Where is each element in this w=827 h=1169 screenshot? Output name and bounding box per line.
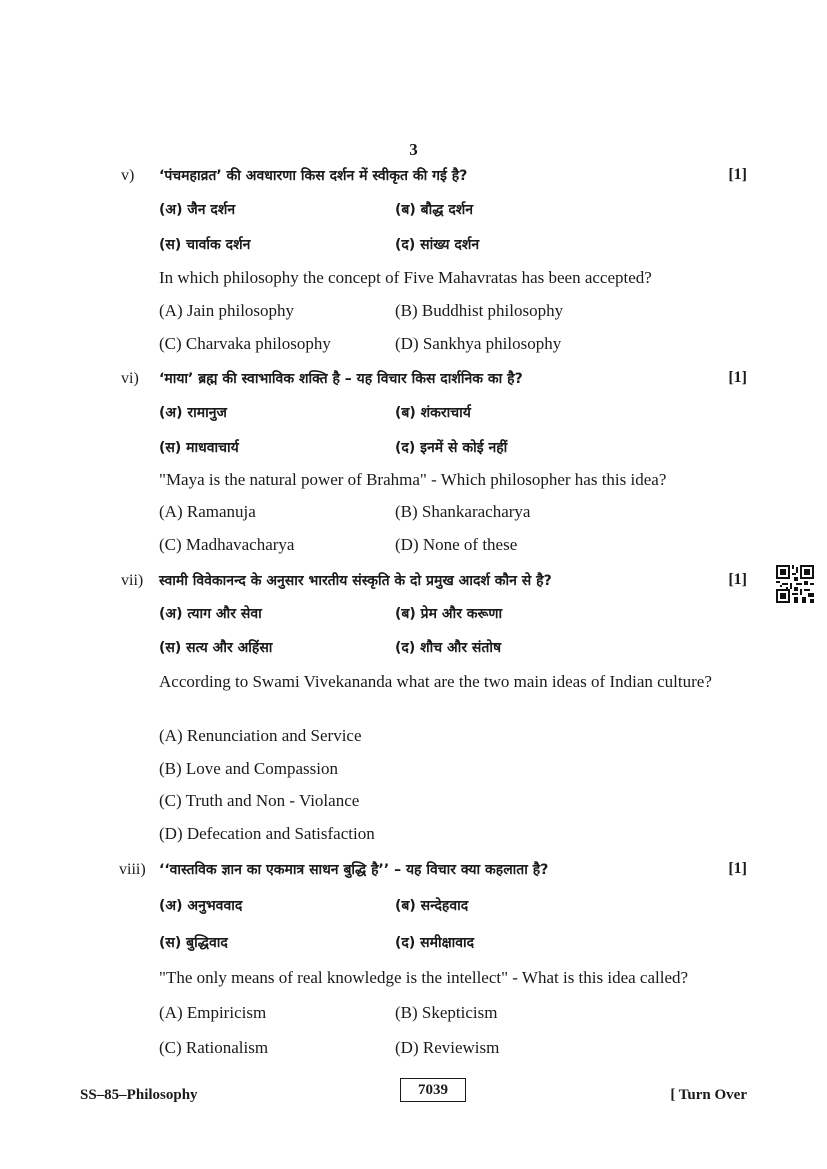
question-english: In which philosophy the concept of Five Mahavratas has been accepted? xyxy=(159,268,652,287)
option-hindi: (अ) अनुभववाद xyxy=(159,898,243,914)
question-marks: [1] xyxy=(728,369,747,386)
option-english: (D) None of these xyxy=(395,535,518,554)
footer-subject-code: SS–85–Philosophy xyxy=(80,1087,198,1103)
option-hindi: (द) इनमें से कोई नहीं xyxy=(395,440,508,456)
page-number: 3 xyxy=(409,140,418,159)
option-english: (A) Empiricism xyxy=(159,1003,267,1022)
option-hindi: (ब) प्रेम और करूणा xyxy=(395,606,503,622)
option-english: (C) Madhavacharya xyxy=(159,535,295,554)
option-english: (D) Reviewism xyxy=(395,1038,500,1057)
question-english: "Maya is the natural power of Brahma" - Which philosopher has this idea? xyxy=(159,470,667,489)
question-hindi: स्वामी विवेकानन्द के अनुसार भारतीय संस्कृति के दो प्रमुख आदर्श कौन से है? xyxy=(159,573,552,589)
option-hindi: (द) सांख्य दर्शन xyxy=(395,237,480,253)
option-hindi: (स) सत्य और अहिंसा xyxy=(159,640,273,656)
option-hindi: (द) समीक्षावाद xyxy=(395,935,475,951)
option-english: (B) Shankaracharya xyxy=(395,502,531,521)
option-english: (A) Jain philosophy xyxy=(159,301,295,320)
question-hindi: ‘माया’ ब्रह्म की स्वाभाविक शक्ति है – यह विचार किस दार्शनिक का है? xyxy=(159,371,523,387)
option-hindi: (द) शौच और संतोष xyxy=(395,640,502,656)
option-english: (C) Truth and Non - Violance xyxy=(159,791,360,810)
option-hindi: (स) माधवाचार्य xyxy=(159,440,239,456)
footer-turn-over: [ Turn Over xyxy=(670,1087,747,1103)
option-english: (C) Rationalism xyxy=(159,1038,269,1057)
option-hindi: (अ) जैन दर्शन xyxy=(159,202,236,218)
question-english: "The only means of real knowledge is the intellect" - What is this idea called? xyxy=(159,968,689,987)
question-marks: [1] xyxy=(728,166,747,183)
option-english: (C) Charvaka philosophy xyxy=(159,334,331,353)
question-number: viii) xyxy=(119,861,146,878)
option-english: (B) Love and Compassion xyxy=(159,759,338,778)
option-hindi: (ब) बौद्ध दर्शन xyxy=(395,202,474,218)
question-english: According to Swami Vivekananda what are the two main ideas of Indian culture? xyxy=(159,672,712,691)
question-hindi: ‘‘वास्तविक ज्ञान का एकमात्र साधन बुद्धि है’’ – यह विचार क्या कहलाता है? xyxy=(159,862,549,878)
question-marks: [1] xyxy=(728,571,747,588)
option-english: (A) Ramanuja xyxy=(159,502,256,521)
question-hindi: ‘पंचमहाव्रत’ की अवधारणा किस दर्शन में स्वीकृत की गई है? xyxy=(159,168,468,184)
option-hindi: (स) बुद्धिवाद xyxy=(159,935,228,951)
option-english: (D) Defecation and Satisfaction xyxy=(159,824,375,843)
option-english: (B) Buddhist philosophy xyxy=(395,301,564,320)
question-number: vii) xyxy=(121,572,144,589)
option-hindi: (ब) शंकराचार्य xyxy=(395,405,471,421)
question-number: v) xyxy=(121,167,135,184)
footer-paper-code: 7039 xyxy=(400,1078,466,1102)
qr-code-icon xyxy=(776,565,814,603)
option-hindi: (ब) सन्देहवाद xyxy=(395,898,469,914)
question-number: vi) xyxy=(121,370,139,387)
option-hindi: (अ) त्याग और सेवा xyxy=(159,606,262,622)
option-hindi: (स) चार्वाक दर्शन xyxy=(159,237,251,253)
option-english: (A) Renunciation and Service xyxy=(159,726,362,745)
option-english: (D) Sankhya philosophy xyxy=(395,334,562,353)
option-english: (B) Skepticism xyxy=(395,1003,498,1022)
option-hindi: (अ) रामानुज xyxy=(159,405,227,421)
question-marks: [1] xyxy=(728,860,747,877)
